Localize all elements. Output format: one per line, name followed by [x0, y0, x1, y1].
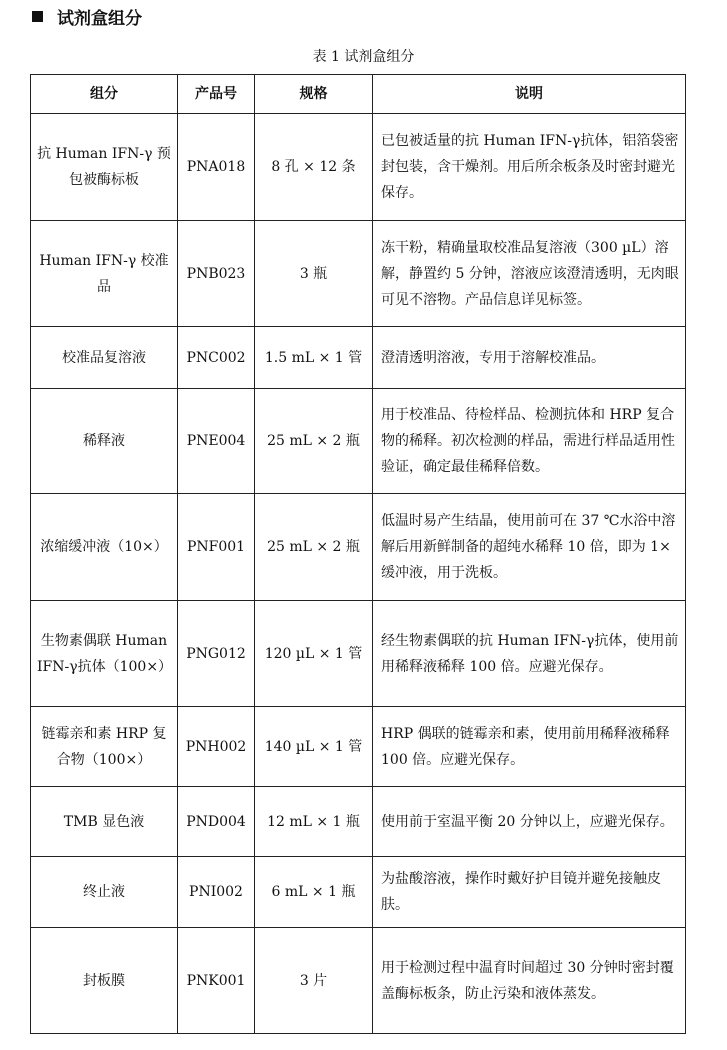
table-row	[31, 787, 686, 857]
table-row	[31, 327, 686, 389]
component-cell: Human IFN-γ 校准品	[31, 221, 178, 327]
spec-cell: 12 mL × 1 瓶	[255, 787, 373, 857]
table-row	[31, 707, 686, 787]
spec-cell: 25 mL × 2 瓶	[255, 389, 373, 494]
component-cell: 抗 Human IFN-γ 预包被酶标板	[31, 114, 178, 221]
spec-cell: 25 mL × 2 瓶	[255, 494, 373, 601]
header-component: 组分	[31, 75, 178, 114]
code-cell: PNG012	[178, 601, 255, 707]
table-row	[31, 221, 686, 327]
description-cell: 为盐酸溶液，操作时戴好护目镜并避免接触皮肤。	[373, 857, 686, 928]
spec-cell: 6 mL × 1 瓶	[255, 857, 373, 928]
code-cell: PNC002	[178, 327, 255, 389]
table-row	[31, 494, 686, 601]
section-heading	[32, 4, 142, 29]
code-cell: PNH002	[178, 707, 255, 787]
spec-cell: 3 瓶	[255, 221, 373, 327]
table-row	[31, 857, 686, 928]
spec-cell: 8 孔 × 12 条	[255, 114, 373, 221]
header-code: 产品号	[178, 75, 255, 114]
spec-cell: 120 µL × 1 管	[255, 601, 373, 707]
component-cell: 封板膜	[31, 928, 178, 1034]
table-caption: 表 1 试剂盒组分	[312, 49, 415, 65]
code-cell: PND004	[178, 787, 255, 857]
spec-cell: 140 µL × 1 管	[255, 707, 373, 787]
spec-cell: 1.5 mL × 1 管	[255, 327, 373, 389]
table-header-row	[31, 75, 686, 114]
table-row	[31, 601, 686, 707]
header-description: 说明	[373, 75, 686, 114]
description-cell: 低温时易产生结晶，使用前可在 37 ℃水浴中溶解后用新鲜制备的超纯水稀释 10 倍，即为 1×缓冲液，用于洗板。	[373, 494, 686, 601]
component-cell: 生物素偶联 Human IFN-γ抗体（100×）	[31, 601, 178, 707]
code-cell: PNF001	[178, 494, 255, 601]
section-title: 试剂盒组分	[57, 9, 142, 29]
component-cell: 链霉亲和素 HRP 复合物（100×）	[31, 707, 178, 787]
code-cell: PNI002	[178, 857, 255, 928]
description-cell: 冻干粉，精确量取校准品复溶液（300 µL）溶解，静置约 5 分钟，溶液应该澄清透明，无肉眼可见不溶物。产品信息详见标签。	[373, 221, 686, 327]
component-cell: 浓缩缓冲液（10×）	[31, 494, 178, 601]
table-row	[31, 928, 686, 1034]
component-cell: 终止液	[31, 857, 178, 928]
description-cell: 用于校准品、待检样品、检测抗体和 HRP 复合物的稀释。初次检测的样品，需进行样品适用性验证，确定最佳稀释倍数。	[373, 389, 686, 494]
description-cell: 澄清透明溶液，专用于溶解校准品。	[373, 327, 686, 389]
header-spec: 规格	[255, 75, 373, 114]
description-cell: HRP 偶联的链霉亲和素，使用前用稀释液稀释 100 倍。应避光保存。	[373, 707, 686, 787]
code-cell: PNK001	[178, 928, 255, 1034]
spec-cell: 3 片	[255, 928, 373, 1034]
description-cell: 用于检测过程中温育时间超过 30 分钟时密封覆盖酶标板条，防止污染和液体蒸发。	[373, 928, 686, 1034]
kit-components-table	[30, 74, 686, 1034]
component-cell: 校准品复溶液	[31, 327, 178, 389]
component-cell: TMB 显色液	[31, 787, 178, 857]
code-cell: PNE004	[178, 389, 255, 494]
table-row	[31, 389, 686, 494]
code-cell: PNB023	[178, 221, 255, 327]
square-bullet-icon	[32, 11, 43, 22]
table-row	[31, 114, 686, 221]
description-cell: 使用前于室温平衡 20 分钟以上，应避光保存。	[373, 787, 686, 857]
component-cell: 稀释液	[31, 389, 178, 494]
description-cell: 经生物素偶联的抗 Human IFN-γ抗体，使用前用稀释液稀释 100 倍。应避光保存。	[373, 601, 686, 707]
code-cell: PNA018	[178, 114, 255, 221]
description-cell: 已包被适量的抗 Human IFN-γ抗体，铝箔袋密封包装，含干燥剂。用后所余板条及时密封避光保存。	[373, 114, 686, 221]
